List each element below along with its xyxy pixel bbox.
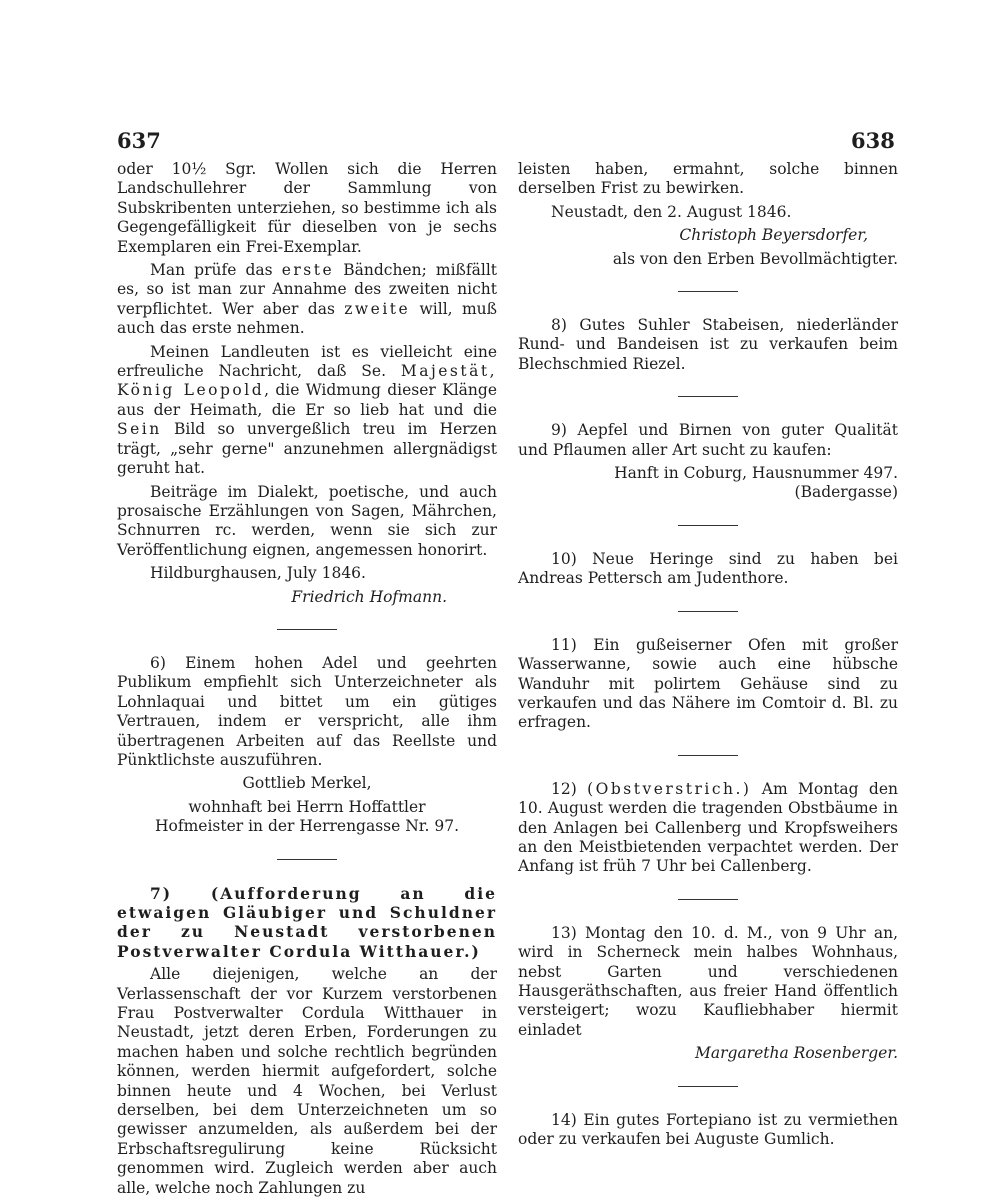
ad-7-continuation: leisten haben, ermahnt, solche binnen derselben Frist zu bewirken.: [518, 160, 898, 198]
separator: [678, 1086, 738, 1087]
ad-14-text: 14) Ein gutes Fortepiano ist zu vermiethen oder zu verkaufen bei Auguste Gumlich.: [518, 1110, 898, 1148]
ad-7-text: Alle diejenigen, welche an der Verlassenschaft der vor Kurzem verstorbenen Frau Postverwalter Cordula Witthauer in Neustadt, jetzt deren Erben, Forderungen zu machen haben und solche rechtlich begründen können, werden hiermit aufgefordert, solche binnen heute und 4 Wochen, bei Verlust derselben, bei dem Unterzeichneten um so gewisser anzumelden, als außerdem bei der Erbschaftsregulirung keine Rücksicht genommen wird. Zugleich werden aber auch alle, welche noch Zahlungen zu: [117, 965, 497, 1197]
left-column: [117, 160, 497, 1202]
page-number-right: 638: [851, 128, 895, 153]
separator: [277, 859, 337, 860]
ad-6-text: 6) Einem hohen Adel und geehrten Publikum empfiehlt sich Unterzeichneter als Lohnlaquai und bittet um ein gütiges Vertrauen, indem er verspricht, alle ihm übertragenen Arbeiten auf das Reellste und Pünktlichste auszuführen.: [117, 653, 497, 769]
separator: [678, 755, 738, 756]
page-number-left: 637: [117, 128, 161, 153]
ad-6-address: wohnhaft bei Herrn Hoffattler Hofmeister in der Herrengasse Nr. 97.: [154, 797, 459, 836]
place-date: Hildburghausen, July 1846.: [150, 564, 366, 583]
separator: [678, 899, 738, 900]
paragraph-first-volume: Man prüfe das erste Bändchen; mißfällt es, so ist man zur Annahme des zweiten nicht verpflichtet. Wer aber das zweite will, muß auch das erste nehmen.: [117, 261, 498, 338]
ad-7-date: Neustadt, den 2. August 1846.: [551, 202, 792, 221]
ad-9-address: Hanft in Coburg, Hausnummer 497. (Badergasse): [614, 464, 898, 502]
paragraph-contributions: Beiträge im Dialekt, poetische, und auch prosaische Erzählungen von Sagen, Mährchen, Schnurren rc. werden, wenn sie sich zur Veröffentlichung eignen, angemessen honorirt.: [117, 482, 497, 559]
separator: [678, 611, 738, 612]
ad-8-text: 8) Gutes Suhler Stabeisen, niederländer Rund- und Bandeisen ist zu verkaufen beim Blechschmied Riezel.: [518, 316, 898, 373]
ad-7-signature: Christoph Beyersdorfer,: [679, 226, 868, 245]
ad-12-text: 12) (Obstverstrich.) Am Montag den 10. August werden die tragenden Obstbäume in den Anlagen bei Callenberg und Kropfsweihers an den Meistbietenden verpachtet werden. Der Anfang ist früh 7 Uhr bei Callenberg.: [518, 779, 898, 876]
ad-7-signature-role: als von den Erben Bevollmächtigter.: [612, 249, 898, 268]
separator: [277, 629, 337, 630]
paragraph-king-dedication: Meinen Landleuten ist es vielleicht eine erfreuliche Nachricht, daß Se. Majestät, König Leopold, die Widmung dieser Klänge aus der Heimath, die Er so lieb hat und die Sein Bild so unvergeßlich treu im Herzen trägt, „sehr gerne" anzunehmen allergnädigst geruht hat.: [117, 342, 497, 478]
separator: [678, 291, 738, 292]
ad-13-text: 13) Montag den 10. d. M., von 9 Uhr an, wird in Scherneck mein halbes Wohnhaus, nebst Garten und verschiedenen Hausgeräthschaften, aus freier Hand öffentlich versteigert; wozu Kaufliebhaber hiermit einladet: [518, 923, 898, 1039]
ad-11-text: 11) Ein gußeiserner Ofen mit großer Wasserwanne, sowie auch eine hübsche Wanduhr mit polirtem Gehäuse sind zu verkaufen und das Nähere im Comtoir d. Bl. zu erfragen.: [518, 635, 898, 732]
ad-6-signature: Gottlieb Merkel,: [242, 774, 372, 793]
right-column: [518, 160, 898, 1153]
ad-9-text: 9) Aepfel und Birnen von guter Qualität und Pflaumen aller Art sucht zu kaufen:: [518, 421, 898, 459]
separator: [678, 396, 738, 397]
ad-7-heading: 7) (Aufforderung an die etwaigen Gläubiger und Schuldner der zu Neustadt verstorbenen Postverwalter Cordula Witthauer.): [117, 883, 497, 961]
separator: [678, 525, 738, 526]
signature-hofmann: Friedrich Hofmann.: [291, 587, 447, 606]
ad-13-signature: Margaretha Rosenberger.: [695, 1044, 898, 1063]
paragraph-subscription: oder 10½ Sgr. Wollen sich die Herren Landschullehrer der Sammlung von Subskribenten unterziehen, so bestimme ich als Gegengefälligkeit für dieselben von je sechs Exemplaren ein Frei-Exemplar.: [117, 160, 497, 256]
ad-10-text: 10) Neue Heringe sind zu haben bei Andreas Pettersch am Judenthore.: [518, 549, 898, 588]
